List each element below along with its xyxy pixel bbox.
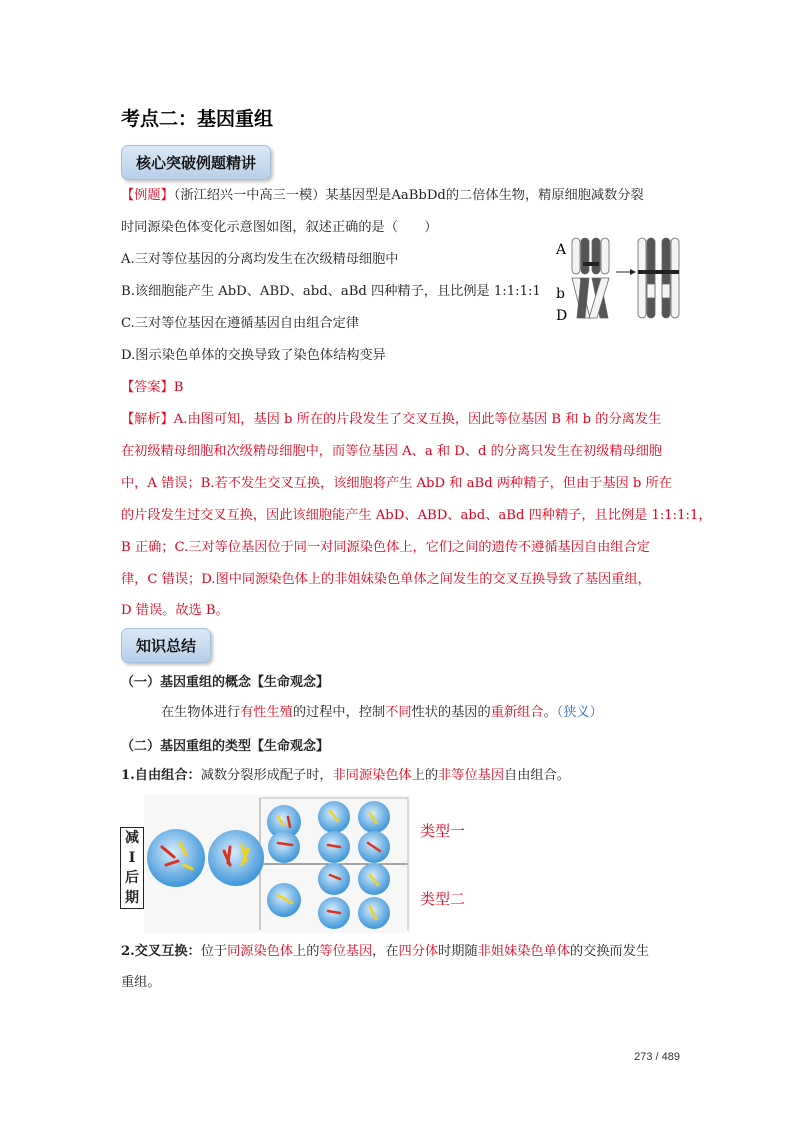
types-section-title: （二）基因重组的类型【生命观念】 (121, 739, 330, 754)
badge-core-examples: 核心突破例题精讲 (121, 145, 271, 180)
non-allelic-genes: 非等位基因 (438, 768, 505, 783)
analysis-line-5: B 正确；C.三对等位基因位于同一对同源染色体上，它们之间的遗传不遵循基因自由组合定 (121, 540, 650, 555)
concept-text-1: 在生物体进行 (161, 705, 241, 720)
allelic-genes: 等位基因 (319, 944, 373, 959)
example-line-1 (121, 186, 644, 206)
non-sister-chromatids: 非姐妹染色单体 (477, 944, 570, 959)
section-heading: 考点二：基因重组 (121, 108, 274, 130)
concept-different: 不同 (385, 705, 412, 720)
analysis-line-2: 在初级精母细胞和次级精母细胞中，而等位基因 A、a 和 D、d 的分离只发生在初级精母细胞 (121, 444, 663, 459)
stage-char-2: I (128, 850, 136, 866)
concept-sexual-reproduction: 有性生殖 (240, 705, 293, 720)
meiosis-cells-figure (144, 795, 410, 933)
option-d: D.图示染色单体的交换导致了染色体结构变异 (121, 348, 386, 363)
analysis-line-1 (121, 410, 661, 430)
tetrad: 四分体 (398, 944, 439, 959)
crossing-over-text-2: 上的 (293, 944, 320, 959)
analysis-line-3: 中，A 错误；B.若不发生交叉互换，该细胞将产生 AbD 和 aBd 两种精子，但由于基因 b 所在 (121, 476, 672, 491)
concept-text-2: 的过程中，控制 (292, 705, 386, 720)
chromosome-crossover-figure (550, 232, 685, 328)
concept-text-4: 。 (543, 705, 557, 720)
example-line-2: 时同源染色体变化示意图如图，叙述正确的是（ ） (121, 220, 438, 235)
option-a: A.三对等位基因的分离均发生在次级精母细胞中 (121, 252, 399, 267)
crossing-over-text-3: ，在 (372, 944, 399, 959)
concept-narrow-sense: （狭义） (556, 705, 603, 720)
example-text-1: （浙江绍兴一中高三一模）某基因型是AaBbDd的二倍体生物，精原细胞减数分裂 (173, 188, 644, 203)
free-combination-line (121, 766, 570, 786)
option-b: B.该细胞能产生 AbD、ABD、abd、aBd 四种精子，且比例是 1:1:1:1 (121, 284, 541, 299)
analysis-line-6: 律，C 错误；D.图中同源染色体上的非姐妹染色单体之间发生的交叉互换导致了基因重组， (121, 572, 651, 587)
concept-recombination: 重新组合 (490, 705, 544, 720)
meiosis-stage-label-box (120, 827, 144, 909)
option-c: C.三对等位基因在遵循基因自由组合定律 (121, 316, 359, 331)
stage-char-1: 减 (125, 830, 139, 846)
type-one-label: 类型一 (420, 822, 466, 840)
badge-knowledge-summary: 知识总结 (121, 628, 211, 663)
concept-section-title: （一）基因重组的概念【生命观念】 (121, 675, 330, 690)
concept-definition (161, 703, 603, 723)
label-d: D (556, 308, 568, 324)
analysis-line-4: 的片段发生过交叉互换，因此该细胞能产生 AbD、ABD、abd、aBd 四种精子，且比例是 1:1:1:1， (121, 508, 712, 523)
non-homologous-chromosomes: 非同源染色体 (332, 768, 412, 783)
analysis-line-7: D 错误。故选 B。 (121, 603, 229, 618)
crossing-over-head: 2.交叉互换： (121, 944, 201, 959)
crossing-over-text-5: 的交换而发生 (569, 944, 650, 959)
crossing-over-text-1: 位于 (200, 944, 228, 959)
concept-text-3: 性状的基因的 (411, 705, 491, 720)
analysis-tag: 【解析】 (121, 412, 174, 427)
stage-char-3: 后 (125, 870, 139, 886)
crossing-over-line-1 (121, 942, 649, 962)
answer-tag: 【答案】 (121, 380, 174, 395)
analysis-text-1: A.由图可知，基因 b 所在的片段发生了交叉互换，因此等位基因 B 和 b 的分离发生 (173, 412, 662, 427)
crossing-over-line-2: 重组。 (121, 975, 161, 990)
free-combination-text-1: 减数分裂形成配子时， (200, 768, 333, 783)
answer-value: B (173, 380, 184, 395)
example-tag: 【例题】 (121, 188, 174, 203)
type-two-label: 类型二 (420, 890, 466, 908)
label-a: A (556, 242, 567, 258)
crossing-over-text-4: 时期随 (438, 944, 478, 959)
label-b: b (556, 286, 565, 302)
free-combination-text-2: 上的 (411, 768, 439, 783)
free-combination-text-3: 自由组合。 (504, 768, 570, 783)
stage-char-4: 期 (125, 890, 139, 906)
answer-line (121, 378, 183, 398)
page-number: 273 / 489 (634, 1051, 680, 1063)
homologous-chromosomes: 同源染色体 (227, 944, 294, 959)
free-combination-head: 1.自由组合： (121, 768, 201, 783)
